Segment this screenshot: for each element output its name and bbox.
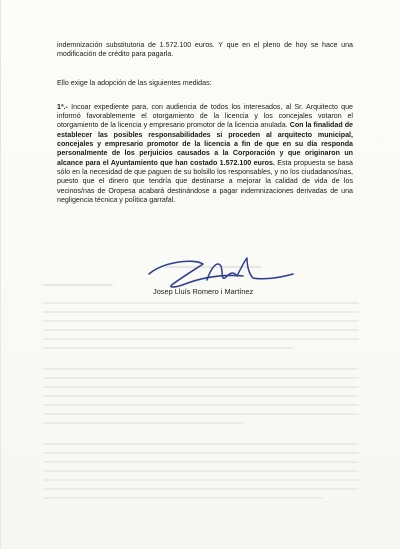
measure-text-part-1: Incoar expediente para, con audiencia de todos los interesados, al Sr. Arquitecto que informó favorablemente el otorgamiento de la licencia y los concejales votaron el otorgamiento de la licencia y empresario promotor de la licencia anulada. <box>57 102 353 130</box>
bleed-through-line <box>43 368 359 370</box>
measure-text-part-3: Esta propuesta se basa sólo en la necesidad de que paguen de su bolsillo los responsables, y no los ciudadanos/nas, puesto que el dinero que tendría que destinarse a mejorar la calidad de vida de los vecinos/nas de Oropesa acabará destinándose a pagar indemnizaciones derivadas de una negligencia técnica y política garrafal. <box>57 158 353 204</box>
signatory-name: Josep Lluís Romero i Martínez <box>153 287 254 296</box>
bleed-through-line <box>43 497 323 499</box>
bleed-through-line <box>43 443 359 445</box>
bleed-through-line <box>43 377 359 379</box>
bleed-through-line <box>43 404 359 406</box>
measure-text-bold: Con la finalidad de establecer las posibles responsabilidades si proceden al arquitecto municipal, concejales y empresario promotor de la licencia a fin de que en su día responda personalmente de los perjuicios causados a la Corporación y que originaron un alcance para el Ayuntamiento que han costado 1.572.100 euros. <box>57 121 353 167</box>
bleed-through-line <box>43 479 359 481</box>
bleed-through-line <box>43 461 359 463</box>
bleed-through-line <box>43 329 359 331</box>
measure-number: 1ª.- <box>57 102 68 111</box>
paragraph-measures-intro: Ello exige la adopción de las siguientes medidas: <box>57 78 212 87</box>
bleed-through-line <box>43 395 359 397</box>
bleed-through-line <box>43 284 113 286</box>
bleed-through-line <box>43 422 243 424</box>
bleed-through-line <box>43 386 359 388</box>
bleed-through-line <box>43 302 359 304</box>
bleed-through-line <box>43 413 359 415</box>
bleed-through-line <box>43 320 359 322</box>
paragraph-measure-1 <box>57 103 353 205</box>
document-body <box>57 41 353 205</box>
bleed-through-line <box>43 311 359 313</box>
bleed-through-line <box>43 338 359 340</box>
signature-stroke-tail <box>237 258 293 279</box>
paragraph-indemnization: indemnización substitutoria de 1.572.100 euros. Y que en el pleno de hoy se hace una modificación de crédito para pagarla. <box>57 41 353 59</box>
bleed-through-line <box>43 452 359 454</box>
bleed-through-line <box>43 470 359 472</box>
bleed-through-line <box>43 488 359 490</box>
bleed-through-line <box>43 347 293 349</box>
